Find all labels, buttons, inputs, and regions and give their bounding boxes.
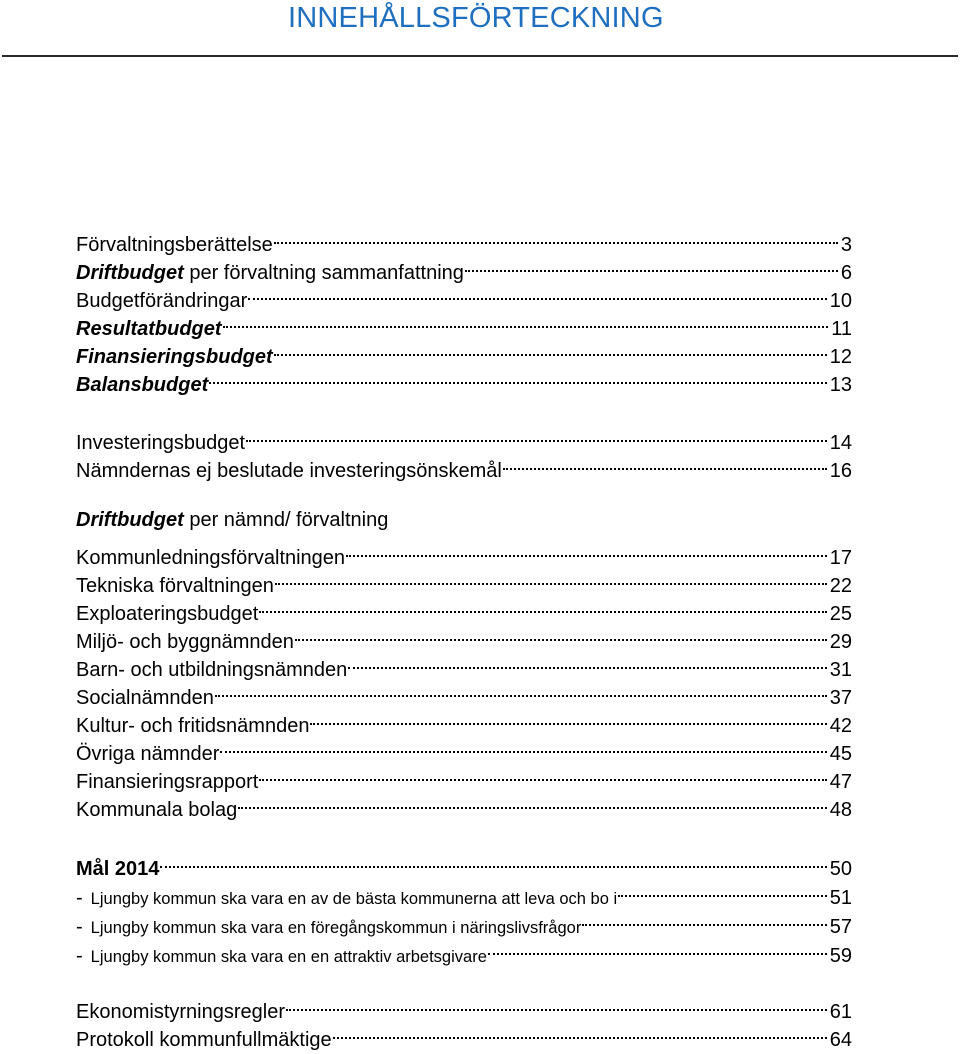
- dot-leader: [274, 335, 827, 363]
- toc-entry-label: - Ljungby kommun ska vara en föregångskommun i näringslivsfrågor: [76, 916, 582, 938]
- toc-entry-label: Exploateringsbudget: [76, 603, 259, 625]
- toc-entry-label: Protokoll kommunfullmäktige: [76, 1029, 332, 1051]
- toc-entry-tekniska-forvaltningen[interactable]: [76, 564, 852, 597]
- toc-page-number: 37: [829, 687, 852, 709]
- toc-entry-label: - Ljungby kommun ska vara en av de bästa kommunerna att leva och bo i: [76, 887, 618, 909]
- toc-page-number: 45: [829, 743, 852, 765]
- toc-entry-label: - Ljungby kommun ska vara en en attraktiv arbetsgivare: [76, 945, 487, 967]
- dot-leader: [223, 307, 829, 335]
- dot-leader: [582, 905, 826, 933]
- toc-entry-protokoll-kommunfullmaktige[interactable]: [76, 1018, 852, 1051]
- toc-entry-kultur-och-fritidsnamnden[interactable]: [76, 704, 852, 737]
- toc-entry-label: Kommunledningsförvaltningen: [76, 547, 346, 569]
- toc-entry-investeringsonskemal[interactable]: [76, 449, 852, 482]
- dot-leader: [274, 223, 838, 251]
- toc-entry-investeringsbudget[interactable]: [76, 421, 852, 454]
- list-dash: -: [76, 945, 83, 967]
- toc-entry-forvaltningsberattelse[interactable]: [76, 223, 852, 256]
- toc-entry-label: Finansieringsrapport: [76, 771, 259, 793]
- dot-leader: [310, 704, 826, 732]
- toc-entry-label: Driftbudget per förvaltning sammanfattning: [76, 262, 464, 284]
- toc-page-number: 47: [829, 771, 852, 793]
- list-dash: -: [76, 887, 83, 909]
- page-title: INNEHÅLLSFÖRTECKNING: [288, 2, 664, 34]
- toc-page-number: 6: [840, 262, 852, 284]
- toc-entry-exploateringsbudget[interactable]: [76, 592, 852, 625]
- toc-page-number: 31: [829, 659, 852, 681]
- dot-leader: [488, 934, 827, 962]
- dot-leader: [160, 847, 826, 875]
- toc-entry-miljo-och-byggnamnden[interactable]: [76, 620, 852, 653]
- dot-leader: [275, 564, 827, 592]
- toc-page-number: 50: [829, 858, 852, 880]
- toc-page-number: 3: [840, 234, 852, 256]
- toc-entry-kommunledningsforvaltningen[interactable]: [76, 536, 852, 569]
- toc-page-number: 51: [829, 887, 852, 909]
- toc-entry-barn-och-utbildningsnamnden[interactable]: [76, 648, 852, 681]
- toc-entry-driftbudget-sammanfattning[interactable]: [76, 251, 852, 284]
- toc-page-number: 11: [831, 318, 852, 340]
- toc-page-number: 14: [829, 432, 852, 454]
- toc-entry-label: Balansbudget: [76, 374, 209, 396]
- toc-entry-label: Socialnämnden: [76, 687, 214, 709]
- dot-leader: [618, 876, 827, 904]
- toc-entry-label: Förvaltningsberättelse: [76, 234, 273, 256]
- toc-entry-mal-arbetsgivare[interactable]: [76, 934, 852, 967]
- toc-entry-label: Finansieringsbudget: [76, 346, 273, 368]
- dot-leader: [259, 592, 826, 620]
- toc-page-number: 17: [829, 547, 852, 569]
- toc-entry-finansieringsbudget[interactable]: [76, 335, 852, 368]
- toc-entry-label: Miljö- och byggnämnden: [76, 631, 294, 653]
- section-heading-driftbudget-per-namnd: Driftbudget per nämnd/ förvaltning: [76, 509, 389, 531]
- toc-page-number: 61: [829, 1001, 852, 1023]
- dot-leader: [215, 676, 827, 704]
- toc-page-number: 16: [829, 460, 852, 482]
- toc-page-number: 22: [829, 575, 852, 597]
- toc-entry-label: Övriga nämnder: [76, 743, 220, 765]
- toc-entry-kommunala-bolag[interactable]: [76, 788, 852, 821]
- toc-page-number: 12: [829, 346, 852, 368]
- toc-page-number: 42: [829, 715, 852, 737]
- dot-leader: [209, 363, 827, 391]
- toc-entry-resultatbudget[interactable]: [76, 307, 852, 340]
- toc-page-number: 25: [829, 603, 852, 625]
- dot-leader: [346, 536, 827, 564]
- toc-page-number: 59: [829, 945, 852, 967]
- toc-entry-label: Mål 2014: [76, 858, 160, 880]
- toc-page-number: 29: [829, 631, 852, 653]
- toc-entry-ekonomistyrningsregler[interactable]: [76, 990, 852, 1023]
- toc-entry-label: Investeringsbudget: [76, 432, 246, 454]
- toc-page-number: 57: [829, 916, 852, 938]
- toc-page-number: 48: [829, 799, 852, 821]
- toc-entry-ovriga-namnder[interactable]: [76, 732, 852, 765]
- dot-leader: [248, 279, 827, 307]
- toc-entry-label: Kultur- och fritidsnämnden: [76, 715, 310, 737]
- toc-entry-label: Tekniska förvaltningen: [76, 575, 274, 597]
- dot-leader: [246, 421, 827, 449]
- toc-page-number: 13: [829, 374, 852, 396]
- dot-leader: [465, 251, 838, 279]
- toc-entry-label: Kommunala bolag: [76, 799, 238, 821]
- toc-entry-mal-2014[interactable]: [76, 847, 852, 880]
- toc-entry-mal-naringslivsfragor[interactable]: [76, 905, 852, 938]
- dot-leader: [238, 788, 827, 816]
- toc-entry-label: Barn- och utbildningsnämnden: [76, 659, 348, 681]
- dot-leader: [348, 648, 826, 676]
- list-dash: -: [76, 916, 83, 938]
- toc-entry-label: Ekonomistyrningsregler: [76, 1001, 285, 1023]
- title-rule: [2, 55, 958, 57]
- toc-entry-label: Resultatbudget: [76, 318, 222, 340]
- toc-entry-mal-leva-och-bo[interactable]: [76, 876, 852, 909]
- toc-entry-label: Nämndernas ej beslutade investeringsönskemål: [76, 460, 502, 482]
- dot-leader: [286, 990, 827, 1018]
- dot-leader: [295, 620, 827, 648]
- dot-leader: [259, 760, 826, 788]
- dot-leader: [503, 449, 827, 477]
- toc-entry-balansbudget[interactable]: [76, 363, 852, 396]
- toc-entry-budgetforandringar[interactable]: [76, 279, 852, 312]
- dot-leader: [333, 1018, 827, 1046]
- toc-entry-socialnamnden[interactable]: [76, 676, 852, 709]
- dot-leader: [220, 732, 826, 760]
- toc-entry-finansieringsrapport[interactable]: [76, 760, 852, 793]
- toc-page-number: 64: [829, 1029, 852, 1051]
- toc-page-number: 10: [829, 290, 852, 312]
- toc-entry-label: Budgetförändringar: [76, 290, 248, 312]
